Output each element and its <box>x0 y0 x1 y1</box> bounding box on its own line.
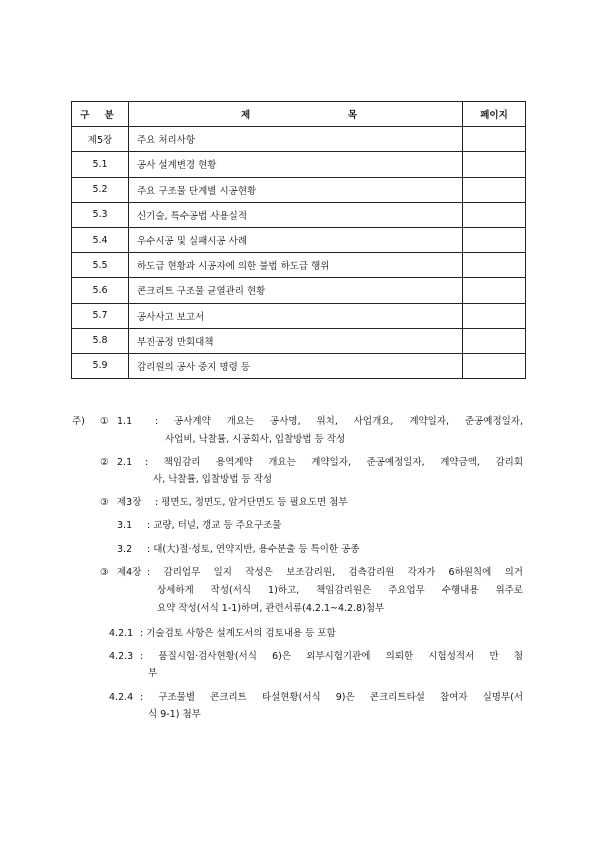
row-title: 주요 처리사항 <box>129 127 463 152</box>
note-4-marker: ③ <box>100 567 109 578</box>
note-3b-ref: 3.2 <box>117 544 133 555</box>
row-number: 5.7 <box>72 303 129 328</box>
note-4a-text: : 기술검토 사항은 설계도서의 검토내용 등 포함 <box>140 628 336 639</box>
note-4-line-3: 요약 작성(서식 1-1)하며, 관련서류(4.2.1~4.2.8)첨부 <box>157 603 385 614</box>
row-title: 주요 구조물 단계별 시공현황 <box>129 177 463 202</box>
note-4-ref: 제4장 <box>117 567 142 578</box>
note-3-ref: 제3장 <box>117 497 142 508</box>
row-number: 5.9 <box>72 353 129 378</box>
table-row <box>72 303 526 328</box>
header-title: 제 목 <box>129 102 463 127</box>
note-3a-ref: 3.1 <box>117 520 133 531</box>
note-4c-line-2: 식 9-1) 첨부 <box>148 709 201 720</box>
row-page <box>463 328 526 353</box>
row-page <box>463 127 526 152</box>
row-page <box>463 177 526 202</box>
row-page <box>463 202 526 227</box>
note-4-line-1: : 감리업무 일지 작성은 보조감리원, 검측감리원 각자가 6하원칙에 의거 <box>147 567 523 578</box>
table-row <box>72 278 526 303</box>
row-page <box>463 303 526 328</box>
table-header-row <box>72 102 526 127</box>
note-3b-text: : 대(大)절·성토, 연약지반, 용수분출 등 특이한 공종 <box>147 544 360 555</box>
row-title: 콘크리트 구조물 균열관리 현황 <box>129 278 463 303</box>
row-page <box>463 278 526 303</box>
note-2-ref: 2.1 <box>117 457 133 468</box>
row-title: 부진공정 만회대책 <box>129 328 463 353</box>
table-row <box>72 127 526 152</box>
row-title: 공사사고 보고서 <box>129 303 463 328</box>
table-row <box>72 227 526 252</box>
header-category: 구 분 <box>72 102 129 127</box>
row-title: 공사 설계변경 현황 <box>129 152 463 177</box>
note-4c-ref: 4.2.4 <box>109 692 134 703</box>
note-3-marker: ③ <box>100 497 109 508</box>
row-page <box>463 253 526 278</box>
table-row <box>72 353 526 378</box>
note-1-marker: ① <box>100 416 109 427</box>
contents-table <box>71 101 526 379</box>
note-2-marker: ② <box>100 457 109 468</box>
row-number: 5.6 <box>72 278 129 303</box>
note-4c-line-1: : 구조물별 콘크리트 타설현황(서식 9)은 콘크리트타설 참여자 실명부(서 <box>140 692 523 703</box>
table-row <box>72 177 526 202</box>
row-number: 제5장 <box>72 127 129 152</box>
row-title: 감리원의 공사 중지 명령 등 <box>129 353 463 378</box>
row-page <box>463 227 526 252</box>
row-number: 5.5 <box>72 253 129 278</box>
row-number: 5.1 <box>72 152 129 177</box>
row-title: 하도급 현황과 시공자에 의한 불법 하도급 행위 <box>129 253 463 278</box>
note-3a-text: : 교량, 터널, 갱교 등 주요구조물 <box>147 520 282 531</box>
table-row <box>72 202 526 227</box>
note-4b-line-1: : 품질시험·검사현황(서식 6)은 외부시험기관에 의뢰한 시험성적서 만 첨 <box>140 651 523 662</box>
row-page <box>463 152 526 177</box>
note-4-line-2: 상세하게 작성(서식 1)하고, 책임감리원은 주요업무 수행내용 위주로 <box>157 585 523 596</box>
row-page <box>463 353 526 378</box>
note-4a-ref: 4.2.1 <box>109 628 134 639</box>
row-number: 5.3 <box>72 202 129 227</box>
row-title: 신기술, 특수공법 사용실적 <box>129 202 463 227</box>
note-4b-ref: 4.2.3 <box>109 651 134 662</box>
note-2-line-1: : 책임감리 용역계약 개요는 계약일자, 준공예정일자, 계약금액, 감리회 <box>145 457 523 468</box>
note-2-line-2: 사, 낙찰률, 입찰방법 등 작성 <box>153 474 273 485</box>
table-row <box>72 328 526 353</box>
note-1-ref: 1.1 <box>117 416 133 427</box>
note-1-line-2: 사업비, 낙찰률, 시공회사, 입찰방법 등 작성 <box>165 434 346 445</box>
row-number: 5.8 <box>72 328 129 353</box>
row-number: 5.4 <box>72 227 129 252</box>
note-3-line-1: : 평면도, 정면도, 암거단면도 등 필요도면 첨부 <box>155 497 348 508</box>
row-number: 5.2 <box>72 177 129 202</box>
table-row <box>72 152 526 177</box>
notes-prefix: 주) <box>72 416 85 427</box>
note-4b-line-2: 부 <box>148 668 158 679</box>
row-title: 우수시공 및 실패시공 사례 <box>129 227 463 252</box>
table-row <box>72 253 526 278</box>
note-1-line-1: : 공사계약 개요는 공사명, 위치, 사업개요, 계약일자, 준공예정일자, <box>155 416 523 427</box>
header-page: 페이지 <box>463 102 526 127</box>
